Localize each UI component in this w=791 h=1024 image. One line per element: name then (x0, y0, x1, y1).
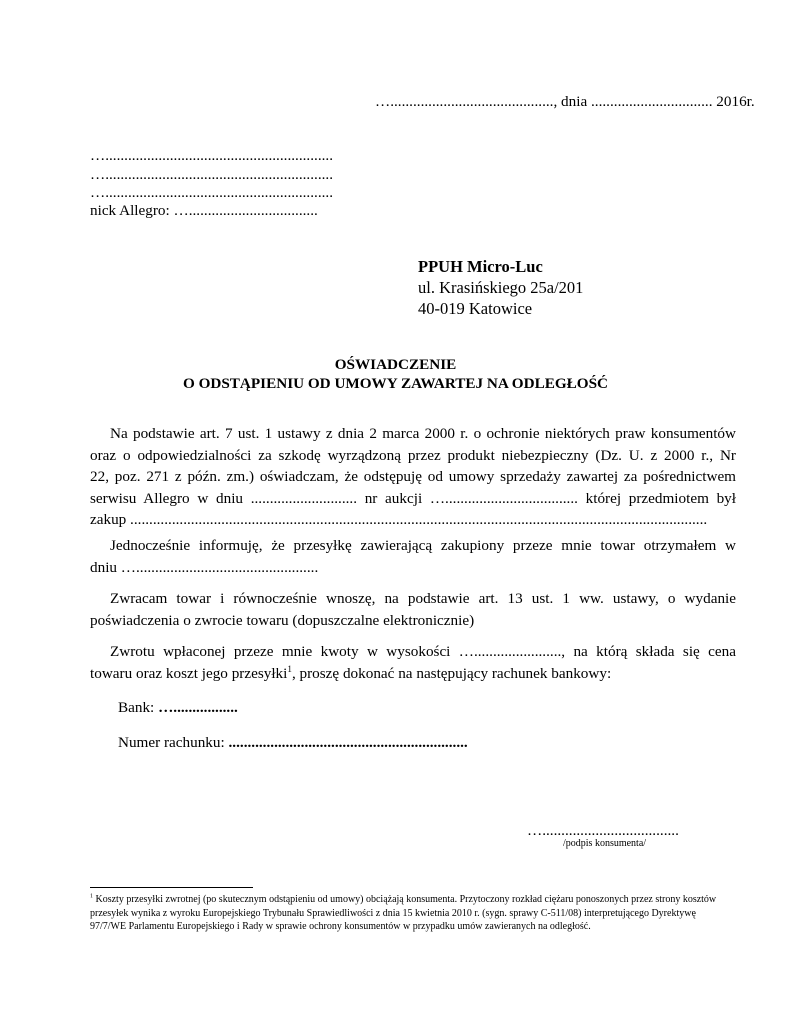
paragraph-return-goods (90, 589, 736, 632)
recipient-name: PPUH Micro-Luc (418, 257, 543, 276)
paragraph-line: serwisu Allegro w dniu ............................ nr aukcji …................................... której przedmiotem był (90, 489, 736, 507)
paragraph-line: Zwracam towar i równocześnie wnoszę, na podstawie art. 13 ust. 1 ww. ustawy, o wydanie (110, 590, 736, 607)
recipient-street: ul. Krasińskiego 25a/201 (418, 278, 584, 297)
account-label: Numer rachunku: (118, 734, 229, 751)
footnote-text: Koszty przesyłki zwrotnej (po skutecznym odstąpieniu od umowy) obciążają konsumenta. Przytoczony rozkład ciężaru ponoszonych przez strony kosztów przesyłek wynika z wyroku Europejskiego Trybunału Sprawiedliwości z dnia 15 kwietnia 2010 r. (sygn. sprawy C-511/08) interpretującego Dyrektywę 97/7/WE Parlamentu Europejskiego i Rady w sprawie ochrony konsumentów w przypadku umów zawieranych na odległość. (90, 894, 717, 932)
refund-text-after: , proszę dokonać na następujący rachunek bankowy: (291, 664, 612, 682)
refund-text-before: towaru oraz koszt jego przesyłki (90, 664, 288, 682)
signature-caption: /podpis konsumenta/ (563, 838, 647, 849)
paragraph-line: Zwrotu wpłaconej przeze mnie kwoty w wysokości …......................., na którą składa się cena (110, 643, 736, 660)
paragraph-line: poświadczenia o zwrocie towaru (dopuszczalne elektronicznie) (90, 611, 475, 629)
document-subtitle: O ODSTĄPIENIU OD UMOWY ZAWARTEJ NA ODLEGŁOŚĆ (182, 375, 609, 392)
account-value: ............................................................... (228, 734, 468, 751)
sender-nick-line: nick Allegro: ….................................. (90, 202, 318, 219)
bank-value: …................. (158, 699, 238, 716)
paragraph-line: Na podstawie art. 7 ust. 1 ustawy z dnia 2 marca 2000 r. o ochronie niektórych praw konsumentów (110, 425, 736, 442)
document-title: OŚWIADCZENIE (334, 356, 457, 373)
sender-line-3: …............................................................ (90, 184, 333, 201)
place-date-line: …..........................................., dnia ................................ 2016r. (375, 93, 755, 110)
paragraph-line (90, 664, 736, 686)
paragraph-line: 22, poz. 271 z późn. zm.) oświadczam, że odstępuję od umowy sprzedaży zawartej za pośrednictwem (90, 468, 736, 485)
recipient-city: 40-019 Katowice (418, 299, 533, 318)
sender-line-1: …............................................................ (90, 147, 333, 164)
sender-line-2: …............................................................ (90, 166, 333, 183)
signature-dots: ….................................... (527, 822, 679, 839)
footnote-reference: 1 (287, 663, 292, 674)
footnote-separator (90, 887, 253, 888)
footnote-mark: 1 (90, 893, 93, 900)
bank-line (118, 698, 238, 717)
paragraph-legal-basis (90, 424, 736, 532)
paragraph-delivery-info (90, 536, 736, 579)
paragraph-line: zakup ........................................................................................................................................................ (90, 511, 708, 528)
paragraph-refund (90, 642, 736, 685)
bank-label: Bank: (118, 699, 159, 716)
paragraph-line: Jednocześnie informuję, że przesyłkę zawierającą zakupiony przeze mnie towar otrzymałem w (110, 537, 736, 554)
footnote (90, 893, 730, 934)
paragraph-line: dniu …................................................ (90, 558, 319, 576)
account-line (118, 733, 468, 752)
paragraph-line: oraz o odpowiedzialności za szkodę wyrządzoną przez produkt niebezpieczny (Dz. U. z 2000 r., Nr (90, 446, 736, 464)
